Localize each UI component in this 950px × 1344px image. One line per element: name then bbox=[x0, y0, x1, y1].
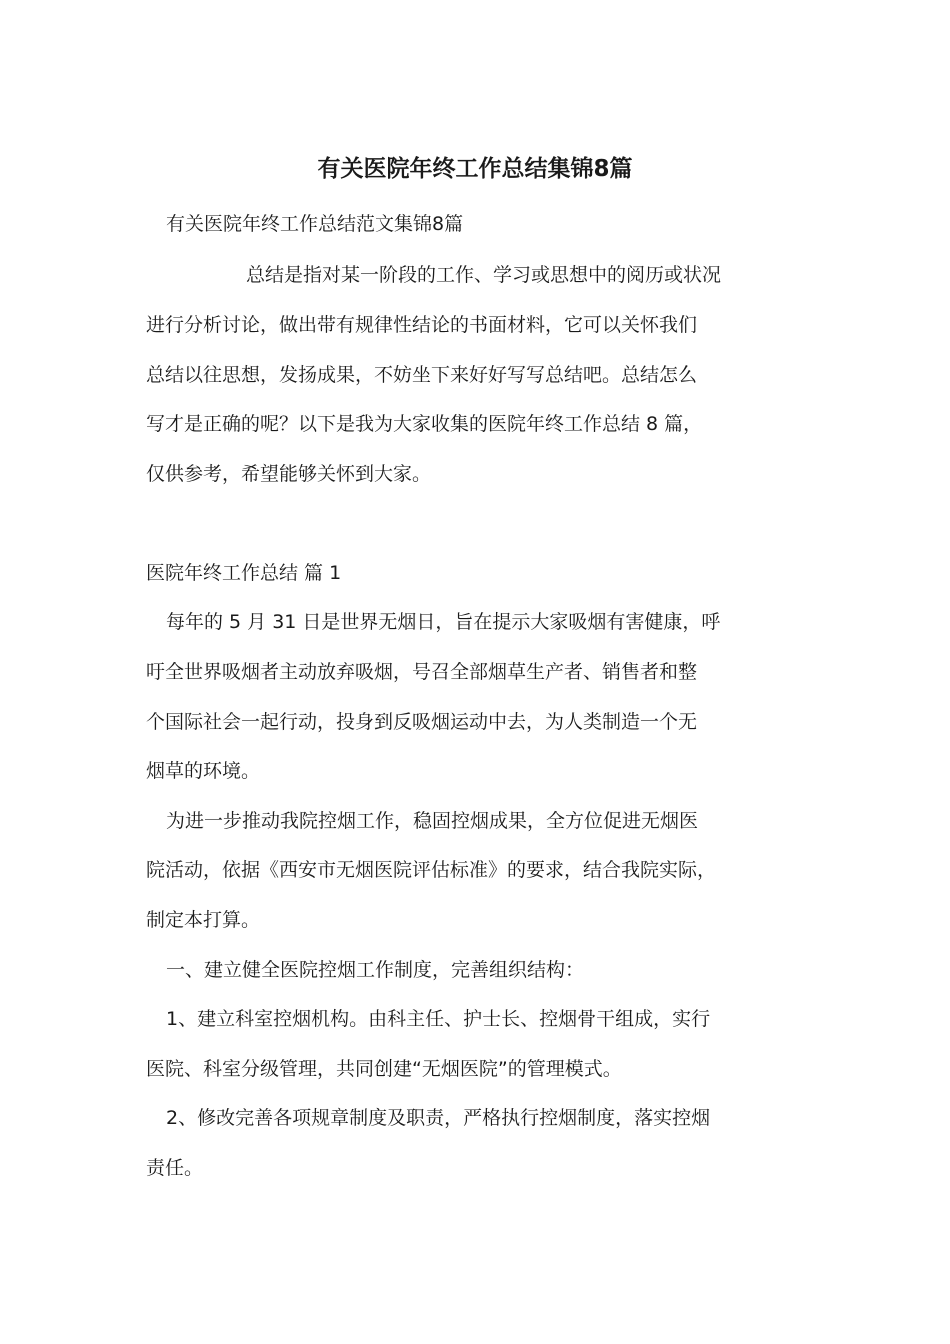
intro-line-3: 总结以往思想，发扬成果，不妨坐下来好好写写总结吧。总结怎么 bbox=[146, 364, 698, 386]
document-subtitle: 有关医院年终工作总结范文集锦8篇 bbox=[166, 213, 464, 235]
body-line-12: 责任。 bbox=[146, 1157, 204, 1179]
body-line-6: 院活动，依据《西安市无烟医院评估标准》的要求，结合我院实际， bbox=[146, 859, 717, 881]
body-line-9: 1、建立科室控烟机构。由科主任、护士长、控烟骨干组成，实行 bbox=[166, 1008, 711, 1030]
body-line-4: 烟草的环境。 bbox=[146, 760, 261, 782]
body-line-8: 一、建立健全医院控烟工作制度，完善组织结构： bbox=[166, 959, 585, 981]
body-line-10: 医院、科室分级管理，共同创建“无烟医院”的管理模式。 bbox=[146, 1058, 622, 1080]
body-line-3: 个国际社会一起行动，投身到反吸烟运动中去，为人类制造一个无 bbox=[146, 711, 698, 733]
body-line-7: 制定本打算。 bbox=[146, 909, 261, 931]
intro-line-4: 写才是正确的呢？以下是我为大家收集的医院年终工作总结 8 篇， bbox=[146, 413, 703, 435]
body-line-5: 为进一步推动我院控烟工作，稳固控烟成果，全方位促进无烟医 bbox=[166, 810, 699, 832]
body-line-1: 每年的 5 月 31 日是世界无烟日，旨在提示大家吸烟有害健康，呼 bbox=[166, 611, 721, 633]
document-title: 有关医院年终工作总结集锦8篇 bbox=[317, 156, 633, 182]
intro-line-2: 进行分析讨论，做出带有规律性结论的书面材料，它可以关怀我们 bbox=[146, 314, 698, 336]
intro-line-5: 仅供参考，希望能够关怀到大家。 bbox=[146, 463, 432, 485]
intro-line-1: 总结是指对某一阶段的工作、学习或思想中的阅历或状况 bbox=[246, 264, 722, 286]
section-heading: 医院年终工作总结 篇 1 bbox=[146, 562, 342, 584]
body-line-11: 2、修改完善各项规章制度及职责，严格执行控烟制度，落实控烟 bbox=[166, 1107, 711, 1129]
body-line-2: 吁全世界吸烟者主动放弃吸烟，号召全部烟草生产者、销售者和整 bbox=[146, 661, 698, 683]
